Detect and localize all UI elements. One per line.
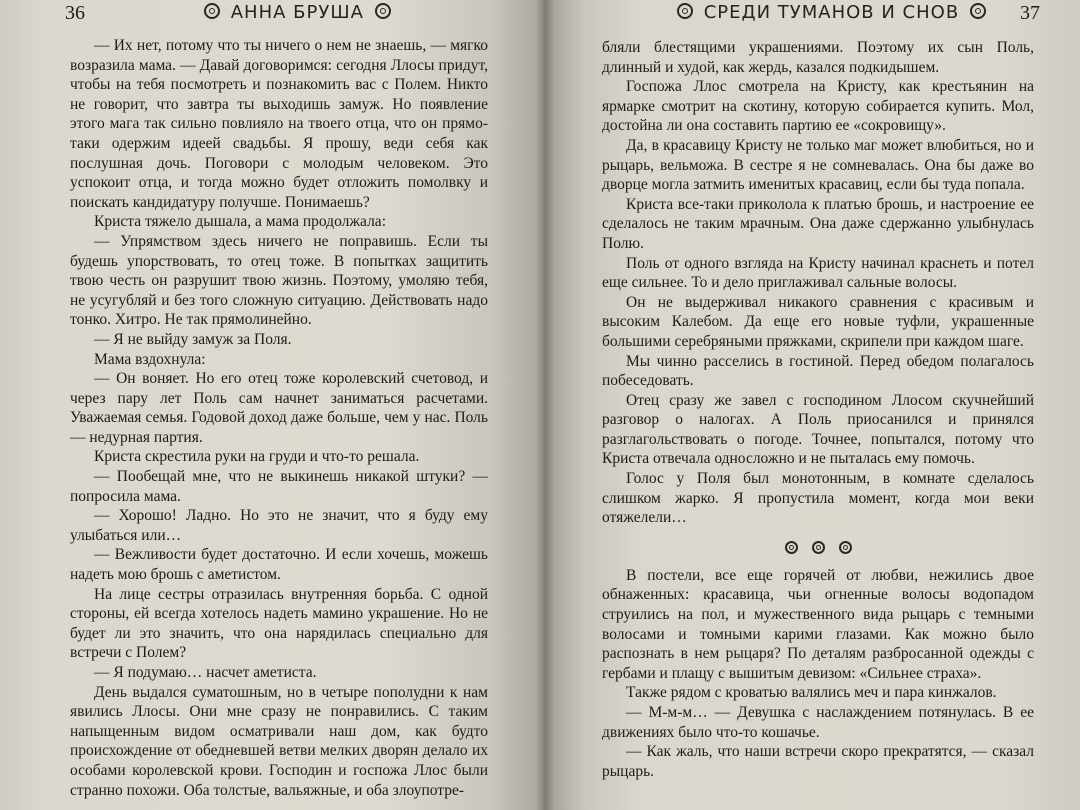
ornament-icon	[839, 541, 852, 554]
right-running-header	[673, 2, 990, 26]
ornament-icon	[204, 3, 220, 19]
paragraph: — Их нет, потому что ты ничего о нем не знаешь, — мягко возразила мама. — Давай договоримся: сегодня Ллосы придут, чтобы на тебя посмотреть и познакомить вас с Полем. Никто не говорит, что завтра ты выходишь замуж. Но появление этого мага так сильно повлияло на твоего отца, что он прямо-таки одержим идеей свадьбы. Я прошу, веди себя как послушная дочь. Поговори с молодым человеком. Это успокоит отца, и тогда можно будет отложить помолвку и поискать кандидатуру получше. Понимаешь?	[70, 37, 488, 211]
paragraph: — Вежливости будет достаточно. И если хочешь, можешь надеть мою брошь с аметистом.	[70, 546, 488, 584]
paragraph: — Я не выйду замуж за Поля.	[94, 330, 292, 348]
ornament-icon	[812, 541, 825, 554]
paragraph: Да, в красавицу Кристу не только маг может влюбиться, но и рыцарь, вельможа. В сестре я не сомневалась. Она бы даже во дворце могла затмить именитых красавиц, если бы туда попала.	[602, 136, 1034, 194]
paragraph: Он не выдерживал никакого сравнения с красивым и высоким Калебом. Да еще его новые туфли, украшенные большими серебряными пряжками, скрипели при каждом шаге.	[602, 293, 1034, 350]
paragraph: Криста тяжело дышала, а мама продолжала:	[94, 213, 386, 231]
paragraph: Мы чинно расселись в гостиной. Перед обедом полагалось побеседовать.	[602, 352, 1034, 390]
left-page-text	[70, 36, 488, 800]
paragraph: Также рядом с кроватью валялись меч и пара кинжалов.	[626, 684, 997, 702]
author-name: АННА БРУША	[230, 2, 364, 23]
right-page	[545, 0, 1080, 810]
left-page-number: 36	[65, 2, 85, 24]
ornament-icon	[970, 3, 986, 19]
book-title: СРЕДИ ТУМАНОВ И СНОВ	[703, 2, 960, 23]
right-page-text	[602, 38, 1034, 781]
right-page-number: 37	[1020, 2, 1040, 24]
paragraph: — Я подумаю… насчет аметиста.	[94, 664, 317, 681]
paragraph: Голос у Поля был монотонным, в комнате сделалось слишком жарко. Я пропустила момент, когда мои веки отяжелели…	[602, 470, 1034, 527]
left-running-header	[200, 2, 395, 26]
paragraph: В постели, все еще горячей от любви, нежились двое обнаженных: красавица, чьи огненные волосы водопадом струились на пол, и мужественного вида рыцарь с темными волосами и томными карими глазами. Как можно было распознать в нем рыцаря? По деталям разбросанной одежды с гербами и плащу с вышитым девизом: «Сильнее страха».	[602, 566, 1034, 682]
ornament-icon	[785, 541, 798, 554]
paragraph: Криста все-таки приколола к платью брошь, и настроение ее сделалось не таким мрачным. Она даже сдержанно улыбнулась Полю.	[602, 195, 1034, 252]
paragraph: — Пообещай мне, что не выкинешь никакой штуки? — попросила мама.	[70, 468, 488, 505]
ornament-icon	[375, 3, 391, 19]
paragraph: На лице сестры отразилась внутренняя борьба. С одной стороны, ей всегда хотелось надеть мамино украшение. Но не будет ли это значить, что она нарядилась специально для встречи с Полем?	[70, 585, 488, 662]
paragraph: Криста скрестила руки на груди и что-то решала.	[94, 448, 420, 466]
paragraph-continuation: бляли блестящими украшениями. Поэтому их сын Поль, длинный и худой, как жердь, казался подкидышем.	[602, 39, 1034, 76]
paragraph: — Как жаль, что наши встречи скоро прекратятся, — сказал рыцарь.	[602, 743, 1034, 780]
paragraph: Отец сразу же завел с господином Ллосом скучнейший разговор о налогах. А Поль приосанился и принялся разглагольствовать о погоде. Точнее, попытался, потому что Криста отвечала односложно и не пыталась ему помочь.	[602, 391, 1034, 468]
paragraph: — Он воняет. Но его отец тоже королевский счетовод, и через пару лет Поль сам начнет заниматься расчетами. Уважаемая семья. Годовой доход даже больше, чем у нас. Поль — недурная партия.	[70, 370, 488, 446]
paragraph: Госпожа Ллос смотрела на Кристу, как крестьянин на ярмарке смотрит на скотину, которую собирается купить. Мол, достойна ли она составить партию ее «сокровищу».	[602, 78, 1034, 135]
paragraph: — Хорошо! Ладно. Но это не значит, что я буду ему улыбаться или…	[70, 507, 488, 544]
paragraph: — Упрямством здесь ничего не поправишь. Если ты будешь упорствовать, то отец тоже. В попытках защитить твою честь он разрушит твою жизнь. Поэтому, умоляю тебя, не усугубляй и без того сложную ситуацию. Действовать надо тонко. Хитро. Не так прямолинейно.	[70, 232, 488, 329]
ornament-icon	[677, 3, 693, 19]
paragraph: Поль от одного взгляда на Кристу начинал краснеть и потел еще сильнее. То и дело приглаживал сальные волосы.	[602, 254, 1034, 292]
paragraph: — М-м-м… — Девушка с наслаждением потянулась. В ее движениях было что-то кошачье.	[602, 704, 1034, 741]
paragraph: День выдался суматошным, но в четыре пополудни к нам явились Ллосы. Они мне сразу не понравились. С таким напыщенным видом осматривали наш дом, как будто происхождение от обедневшей ветви мелких дворян делало их особами королевской крови. Господин и госпожа Ллос были странно похожи. Оба толстые, вальяжные, и оба злоупотре-	[70, 683, 488, 799]
paragraph: Мама вздохнула:	[94, 350, 206, 368]
scene-break	[602, 532, 1034, 566]
